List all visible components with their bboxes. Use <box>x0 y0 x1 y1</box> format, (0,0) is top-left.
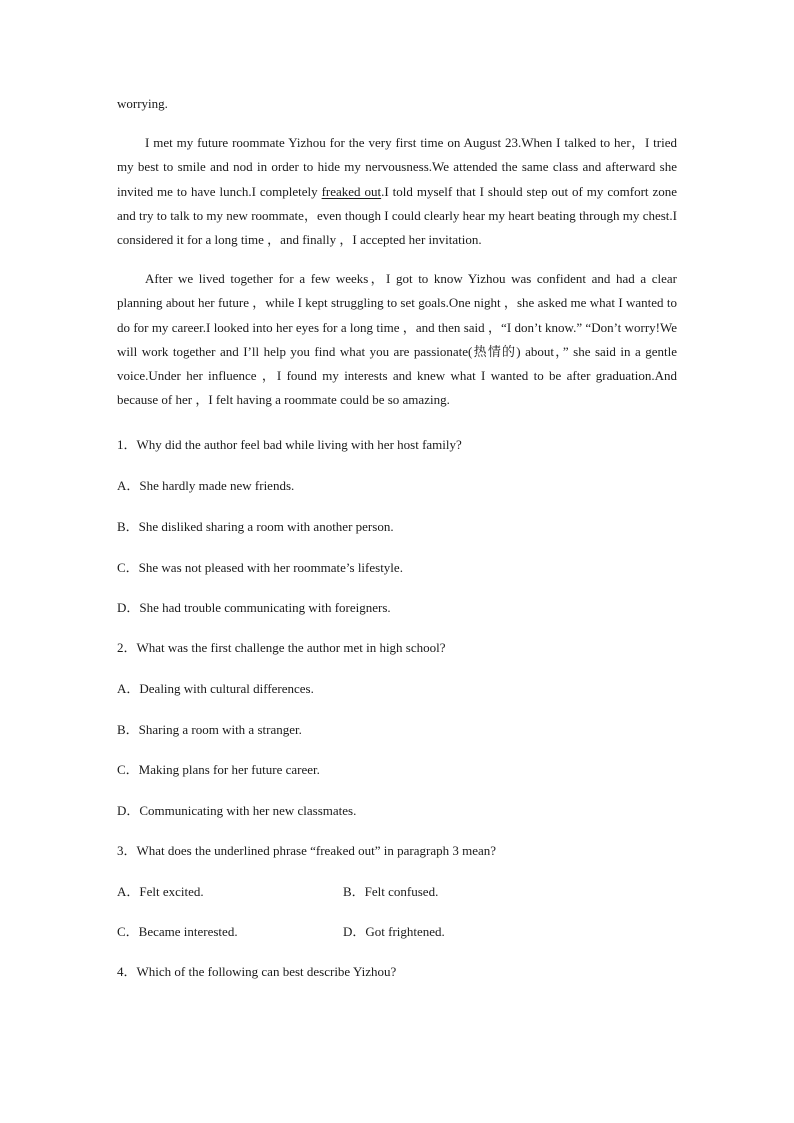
paragraph-3: After we lived together for a few weeks，I got to know Yizhou was confident and had a clear planning about her future ，while I kept struggling to set goals.One night ，she asked me what I wanted to do for my career.I looked into her eyes for a long time ，and then said ，“I don’t know.” “Don’t worry!We will work together and I’ll help you find what you are passionate(热情的) about，” she said in a gentle voice.Under her influence ，I found my interests and knew what I wanted to be after graduation.And because of her ，I felt having a roommate could be so amazing. <box>117 271 677 408</box>
paragraph-1-tail: worrying. <box>117 96 168 111</box>
question-1-stem: 1．Why did the author feel bad while living with her host family? <box>117 437 462 453</box>
question-2-option-b: B．Sharing a room with a stranger. <box>117 721 302 737</box>
question-2-option-c: C．Making plans for her future career. <box>117 762 320 778</box>
document-page <box>117 92 677 980</box>
question-1-option-c: C．She was not pleased with her roommate’s lifestyle. <box>117 559 403 575</box>
question-3-options-row-1 <box>117 883 677 900</box>
underlined-phrase: freaked out <box>321 183 382 199</box>
question-3-options-row-2 <box>117 923 677 940</box>
question-1-option-a: A．She hardly made new friends. <box>117 478 295 494</box>
question-3-stem: 3．What does the underlined phrase “freaked out” in paragraph 3 mean? <box>117 842 497 858</box>
paragraph-2 <box>117 131 677 252</box>
paragraph-2-before: I met my future roommate Yizhou for the very first time on August 23.When I talked to her，I tried my best to smile and nod in order to hide my nervousness.We attended the same class and afterward she invited me to have lunch.I completely <box>117 135 677 199</box>
question-2-stem: 2．What was the first challenge the author met in high school? <box>117 640 446 656</box>
question-3-option-d: D．Got frightened. <box>343 924 445 940</box>
question-3-option-c: C．Became interested. <box>117 924 238 940</box>
question-4-stem: 4．Which of the following can best describe Yizhou? <box>117 964 397 980</box>
question-3-option-a: A．Felt excited. <box>117 883 204 899</box>
question-2-option-d: D．Communicating with her new classmates. <box>117 802 357 818</box>
paragraph-2-after: .I told myself that I should step out of my comfort zone and try to talk to my new roommate，even though I could clearly hear my heart beating through my chest.I considered it for a long time ，and finally ，I accepted her invitation. <box>117 183 677 248</box>
question-1-option-d: D．She had trouble communicating with foreigners. <box>117 600 391 616</box>
question-1-option-b: B．She disliked sharing a room with another person. <box>117 518 394 534</box>
question-2-option-a: A．Dealing with cultural differences. <box>117 680 314 696</box>
question-3-option-b: B．Felt confused. <box>343 883 439 899</box>
